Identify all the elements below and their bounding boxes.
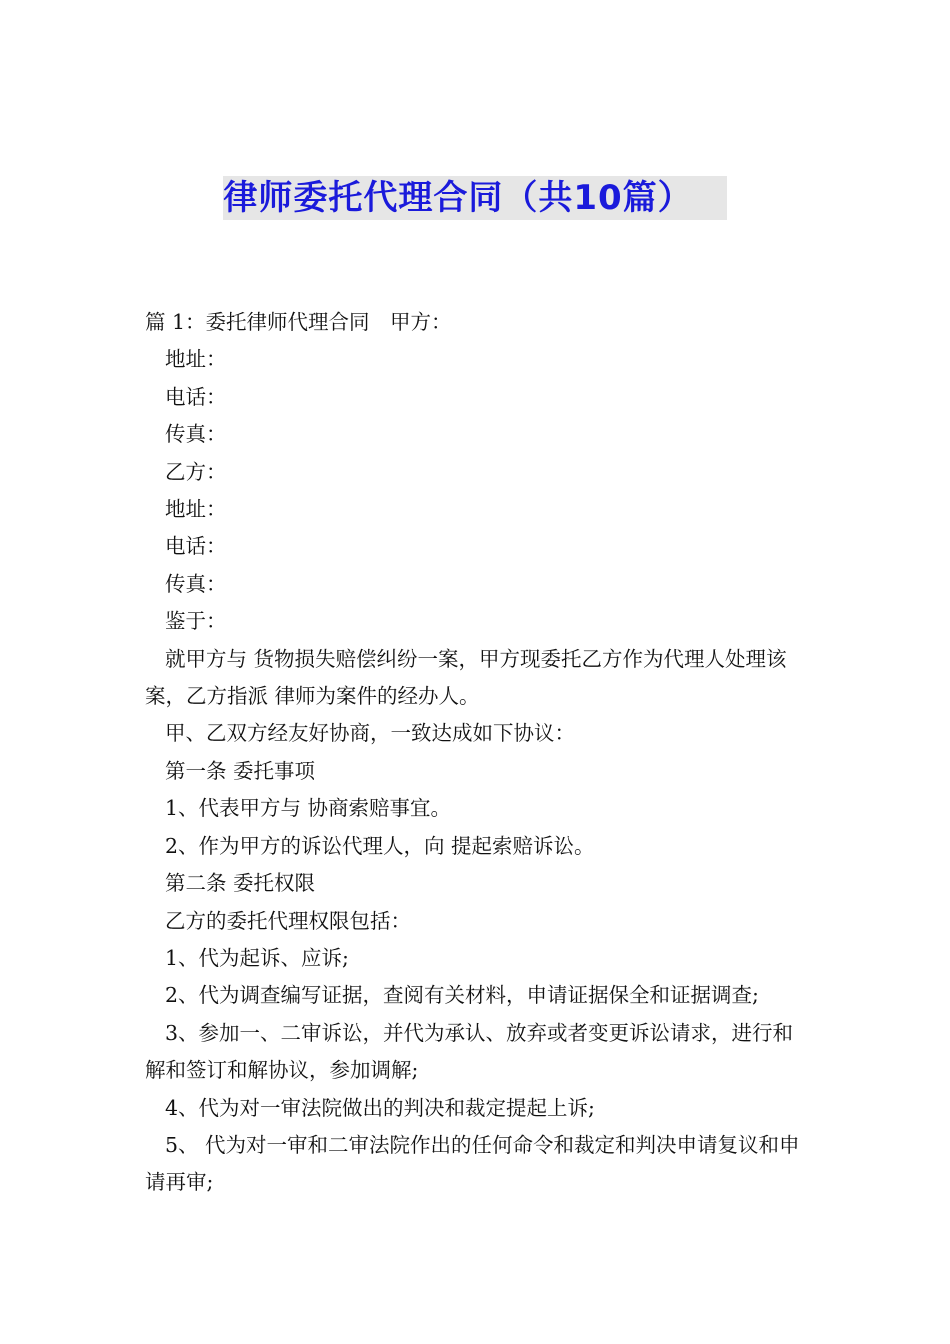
article-one-item-2: 2、作为甲方的诉讼代理人，向 提起索赔诉讼。 [165, 833, 595, 858]
authority-item-2: 2、代为调查编写证据，查阅有关材料，申请证据保全和证据调查; [165, 983, 759, 1008]
authority-item-1: 1、代为起诉、应诉; [165, 945, 349, 970]
title-container [0, 176, 950, 220]
article-one-item-1: 1、代表甲方与 协商索赔事宜。 [165, 796, 452, 821]
document-title: 律师委托代理合同（共10篇） [223, 176, 726, 220]
section-heading: 篇 1：委托律师代理合同 甲方： [145, 310, 452, 334]
party-a-fax-line: 传真： [165, 422, 227, 447]
party-b-address-line: 地址： [165, 497, 227, 522]
party-b-phone-line: 电话： [165, 534, 227, 559]
authority-intro-paragraph: 乙方的委托代理权限包括： [165, 908, 411, 933]
authority-item-3: 3、参加一、二审诉讼，并代为承认、放弃或者变更诉讼请求，进行和解和签订和解协议，参加调解; [145, 1020, 794, 1083]
authority-item-5: 5、 代为对一审和二审法院作出的任何命令和裁定和判决申请复议和申请再审; [145, 1132, 800, 1195]
agreement-intro-paragraph: 甲、乙双方经友好协商，一致达成如下协议： [165, 721, 575, 746]
article-one-heading: 第一条 委托事项 [165, 758, 316, 783]
authority-item-4: 4、代为对一审法院做出的判决和裁定提起上诉; [165, 1095, 595, 1120]
party-a-address-line: 地址： [165, 347, 227, 372]
party-b-fax-line: 传真： [165, 571, 227, 596]
party-a-phone-line: 电话： [165, 384, 227, 409]
party-b-line: 乙方： [165, 459, 227, 484]
case-paragraph: 就甲方与 货物损失赔偿纠纷一案，甲方现委托乙方作为代理人处理该案，乙方指派 律师为案件的经办人。 [145, 646, 787, 709]
article-two-heading: 第二条 委托权限 [165, 871, 316, 896]
whereas-line: 鉴于： [165, 609, 227, 634]
document-body [145, 304, 810, 1202]
